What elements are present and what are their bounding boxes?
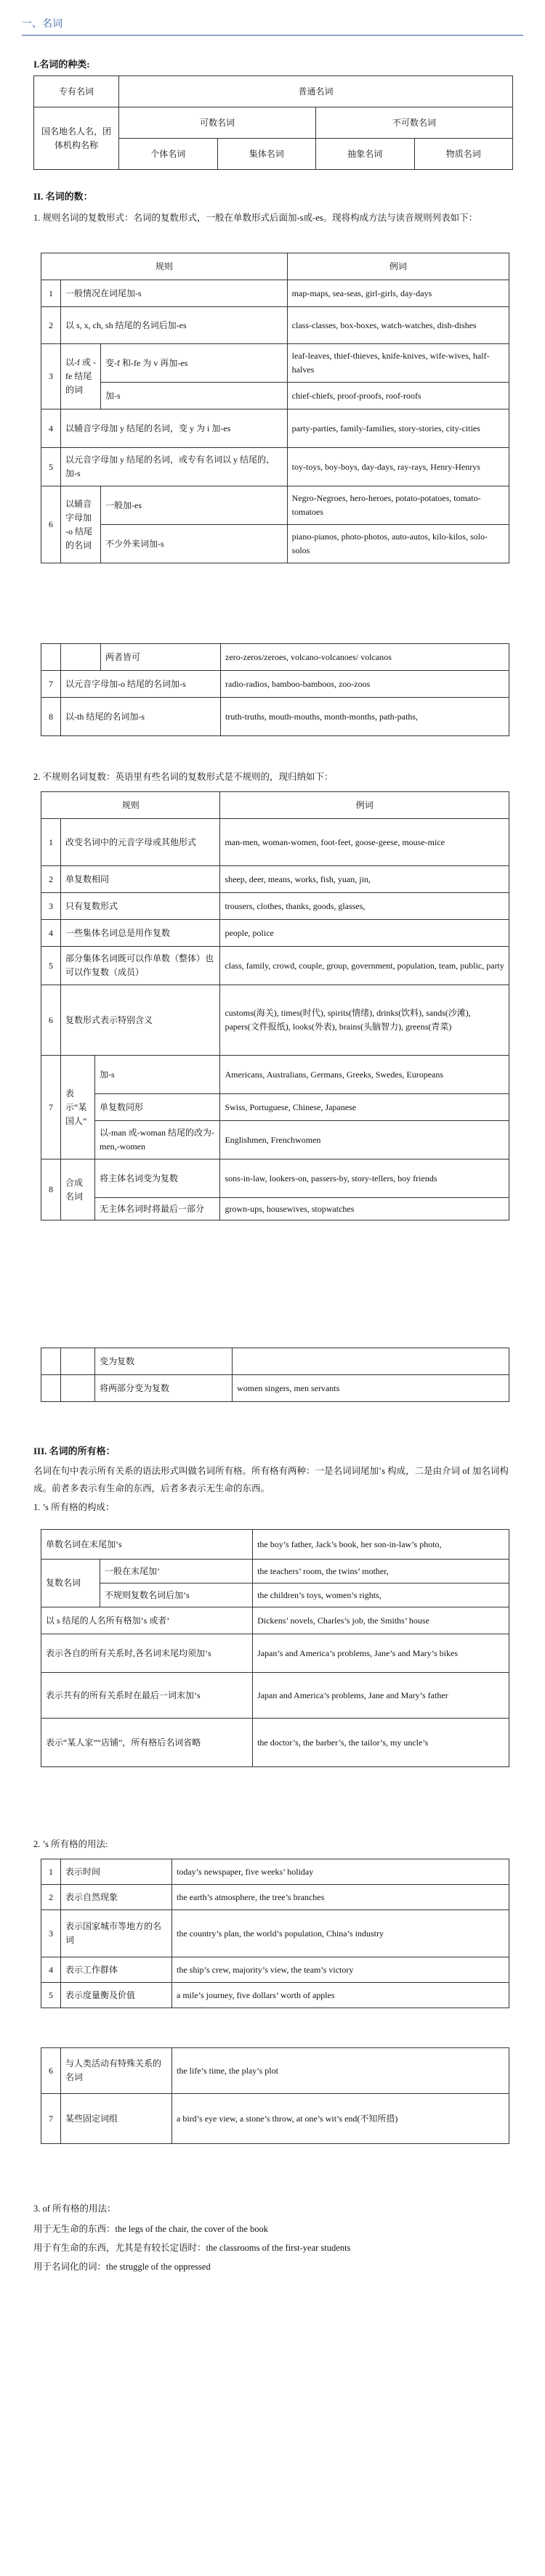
row-number: 4 (41, 409, 61, 448)
example-cell: piano-pianos, photo-photos, auto-autos, kilo-kilos, solo-solos (287, 525, 509, 563)
example-cell: grown-ups, housewives, stopwatches (220, 1198, 509, 1220)
row-number: 7 (41, 2094, 61, 2144)
rule-cell (61, 1375, 95, 1402)
possessive-usage-title: 2. ’s 所有格的用法: (33, 1839, 108, 1849)
row-number: 2 (41, 307, 61, 344)
rule-cell: 表示工作群体 (61, 1957, 172, 1983)
row-number: 4 (41, 1957, 61, 1983)
sub-rule-cell: 一般在末尾加’ (100, 1560, 253, 1583)
example-cell: chief-chiefs, proof-proofs, roof-roofs (287, 383, 509, 409)
rule-cell: 与人类活动有特殊关系的名词 (61, 2048, 172, 2094)
row-number: 4 (41, 920, 61, 947)
cell-countable: 可数名词 (119, 107, 316, 139)
col-rule: 规则 (41, 253, 288, 280)
regular-plural-table (41, 253, 509, 563)
rule-cell: 表示度量衡及价值 (61, 1983, 172, 2008)
possessive-formation-title: 1. ’s 所有格的构成： (33, 1502, 115, 1512)
rule-cell: 表示自然现象 (61, 1885, 172, 1910)
rule-cell: 表示时间 (61, 1859, 172, 1885)
row-number: 7 (41, 1056, 61, 1159)
rule-cell: 复数形式表示特别含义 (61, 985, 220, 1056)
example-cell: truth-truths, mouth-mouths, month-months, path-paths, (221, 698, 509, 736)
regular-plural-table-cont (41, 643, 509, 736)
example-cell: today’s newspaper, five weeks’ holiday (172, 1859, 509, 1885)
possessive-usage-table (41, 1859, 509, 2008)
example-cell: man-men, woman-women, foot-feet, goose-geese, mouse-mice (220, 819, 509, 866)
row-number (41, 1375, 61, 1402)
rule-cell: 表示“某国人” (61, 1056, 95, 1159)
row-number: 1 (41, 280, 61, 307)
example-cell: the teachers’ room, the twins’ mother, (253, 1560, 509, 1583)
row-number: 3 (41, 344, 61, 409)
row-number: 8 (41, 1159, 61, 1220)
example-cell: sheep, deer, means, works, fish, yuan, jin, (220, 866, 509, 893)
example-cell: customs(海关), times(时代), spirits(情绪), drinks(饮料), sands(沙滩), papers(文件报纸), looks(外表), brains(头脑智力), greens(青菜) (220, 985, 509, 1056)
example-cell: the country’s plan, the world’s population, China’s industry (172, 1910, 509, 1957)
possessive-usage-table-cont (41, 2047, 509, 2144)
example-cell: the children’s toys, women’s rights, (253, 1583, 509, 1607)
example-cell: radio-radios, bamboo-bamboos, zoo-zoos (221, 671, 509, 698)
cell-abstract: 抽象名词 (316, 139, 415, 170)
example-cell: people, police (220, 920, 509, 947)
noun-kinds-table (33, 76, 513, 170)
sub-rule-cell: 不少外来词加-s (101, 525, 288, 563)
sub-rule-cell: 以-man 或-woman 结尾的改为-men,-women (95, 1121, 220, 1159)
row-number: 5 (41, 947, 61, 985)
row-number: 3 (41, 1910, 61, 1957)
example-cell: a mile’s journey, five dollars’ worth of apples (172, 1983, 509, 2008)
example-cell: the boy’s father, Jack’s book, her son-in-law’s photo, (253, 1530, 509, 1560)
rule-cell: 单复数相同 (61, 866, 220, 893)
rule-cell: 表示共有的所有关系时在最后一词末加’s (41, 1673, 253, 1719)
rule-cell: 合成名词 (61, 1159, 95, 1220)
of-possessive-title: 3. of 所有格的用法： (33, 2204, 116, 2214)
sub-rule-cell: 加-s (101, 383, 288, 409)
rule-cell: 以 s 结尾的人名所有格加’s 或者’ (41, 1607, 253, 1634)
col-example: 例词 (220, 792, 509, 819)
cell-uncountable: 不可数名词 (316, 107, 513, 139)
col-example: 例词 (287, 253, 509, 280)
sub-rule-cell: 不规则复数名词后加’s (100, 1583, 253, 1607)
row-number: 6 (41, 985, 61, 1056)
rule-cell: 部分集体名词既可以作单数（整体）也可以作复数（成员） (61, 947, 220, 985)
of-possessive-line: 用于无生命的东西：the legs of the chair, the cover of the book (33, 2224, 269, 2234)
rule-cell: 某些固定词组 (61, 2094, 172, 2144)
row-number: 6 (41, 2048, 61, 2094)
row-number: 6 (41, 486, 61, 563)
rule-cell: 复数名词 (41, 1560, 100, 1607)
sub-rule-cell: 将两部分变为复数 (95, 1375, 233, 1402)
row-number: 1 (41, 1859, 61, 1885)
sub-rule-cell: 变-f 和-fe 为 v 再加-es (101, 344, 288, 383)
rule-cell: 改变名词中的元音字母或其他形式 (61, 819, 220, 866)
example-cell: the ship’s crew, majority’s view, the team’s victory (172, 1957, 509, 1983)
cell-proper-desc: 国名地名人名，团体机构名称 (34, 107, 119, 170)
possessive-formation-table (41, 1529, 509, 1767)
row-number (41, 1348, 61, 1375)
row-number: 7 (41, 671, 61, 698)
sub-rule-cell: 变为复数 (95, 1348, 233, 1375)
page-title: 一、名词 (22, 16, 523, 36)
example-cell: Japan and America’s problems, Jane and Mary’s father (253, 1673, 509, 1719)
example-cell: the doctor’s, the barber’s, the tailor’s, my uncle’s (253, 1719, 509, 1767)
row-number: 5 (41, 448, 61, 486)
example-cell: Japan’s and America’s problems, Jane’s and Mary’s bikes (253, 1634, 509, 1673)
example-cell: Swiss, Portuguese, Chinese, Japanese (220, 1094, 509, 1121)
example-cell: trousers, clothes, thanks, goods, glasses, (220, 893, 509, 920)
rule-cell: 以 s, x, ch, sh 结尾的名词后加-es (61, 307, 288, 344)
example-cell: leaf-leaves, thief-thieves, knife-knives, wife-wives, half-halves (287, 344, 509, 383)
rule-cell: 表示国家城市等地方的名词 (61, 1910, 172, 1957)
col-rule: 规则 (41, 792, 220, 819)
rule-cell: 以元音字母加 y 结尾的名词，或专有名词以 y 结尾的，加-s (61, 448, 288, 486)
rule-cell: 表示各自的所有关系时,各名词末尾均须加’s (41, 1634, 253, 1673)
rule-cell (61, 1348, 95, 1375)
sub-rule-cell: 两者皆可 (101, 644, 221, 671)
rule-cell: 单数名词在末尾加’s (41, 1530, 253, 1560)
example-cell (233, 1348, 509, 1375)
row-number (41, 644, 61, 671)
of-possessive-line: 用于有生命的东西，尤其是有较长定语时：the classrooms of the first-year students (33, 2243, 351, 2253)
row-number: 2 (41, 1885, 61, 1910)
rule-cell: 一些集体名词总是用作复数 (61, 920, 220, 947)
example-cell: toy-toys, boy-boys, day-days, ray-rays, Henry-Henrys (287, 448, 509, 486)
rule-cell: 以元音字母加-o 结尾的名词加-s (61, 671, 221, 698)
cell-collective: 集体名词 (217, 139, 316, 170)
row-number: 8 (41, 698, 61, 736)
cell-proper: 专有名词 (34, 76, 119, 107)
rule-cell: 一般情况在词尾加-s (61, 280, 288, 307)
section-heading-kinds: I.名词的种类: (33, 59, 90, 70)
sub-rule-cell: 无主体名词时将最后一部分 (95, 1198, 220, 1220)
sub-rule-cell: 加-s (95, 1056, 220, 1094)
irregular-plural-intro: 2. 不规则名词复数：英语里有些名词的复数形式是不规则的，现归纳如下： (33, 772, 334, 782)
example-cell: Negro-Negroes, hero-heroes, potato-potatoes, tomato-tomatoes (287, 486, 509, 525)
irregular-plural-table (41, 791, 509, 1220)
row-number: 2 (41, 866, 61, 893)
example-cell: sons-in-law, lookers-on, passers-by, story-tellers, boy friends (220, 1159, 509, 1198)
example-cell: party-parties, family-families, story-stories, city-cities (287, 409, 509, 448)
sub-rule-cell: 单复数同形 (95, 1094, 220, 1121)
sub-rule-cell: 一般加-es (101, 486, 288, 525)
rule-cell: 只有复数形式 (61, 893, 220, 920)
row-number: 3 (41, 893, 61, 920)
section-heading-possessive: III. 名词的所有格： (33, 1446, 116, 1456)
example-cell: Dickens’ novels, Charles’s job, the Smiths’ house (253, 1607, 509, 1634)
section-heading-number: II. 名词的数： (33, 191, 93, 202)
example-cell: the life’s time, the play’s plot (172, 2048, 509, 2094)
rule-cell: 表示“某人家”“店铺”，所有格后名词省略 (41, 1719, 253, 1767)
rule-cell: 以-th 结尾的名词加-s (61, 698, 221, 736)
irregular-plural-table-cont (41, 1348, 509, 1402)
of-possessive-line: 用于名词化的词：the struggle of the oppressed (33, 2262, 211, 2272)
example-cell: a bird’s eye view, a stone’s throw, at one’s wit’s end(不知所措) (172, 2094, 509, 2144)
possessive-intro: 名词在句中表示所有关系的语法形式叫做名词所有格。所有格有两种：一是名词词尾加’s 构成，二是由介词 of 加名词构成。前者多表示有生命的东西，后者多表示无生命的东西。 (33, 1466, 509, 1493)
example-cell: women singers, men servants (233, 1375, 509, 1402)
rule-cell: 以辅音字母加 -o 结尾的名词 (61, 486, 101, 563)
cell-individual: 个体名词 (119, 139, 218, 170)
sub-rule-cell: 将主体名词变为复数 (95, 1159, 220, 1198)
rule-cell (61, 644, 101, 671)
example-cell: Englishmen, Frenchwomen (220, 1121, 509, 1159)
rule-cell: 以辅音字母加 y 结尾的名词，变 y 为 i 加-es (61, 409, 288, 448)
row-number: 1 (41, 819, 61, 866)
cell-common: 普通名词 (119, 76, 513, 107)
row-number: 5 (41, 1983, 61, 2008)
example-cell: Americans, Australians, Germans, Greeks, Swedes, Europeans (220, 1056, 509, 1094)
example-cell: class, family, crowd, couple, group, government, population, team, public, party (220, 947, 509, 985)
example-cell: map-maps, sea-seas, girl-girls, day-days (287, 280, 509, 307)
example-cell: zero-zeros/zeroes, volcano-volcanoes/ volcanos (221, 644, 509, 671)
regular-plural-intro: 1. 规则名词的复数形式：名词的复数形式，一般在单数形式后面加-s或-es。现将构成方法与读音规则列表如下： (33, 213, 478, 223)
example-cell: the earth’s atmosphere, the tree’s branches (172, 1885, 509, 1910)
rule-cell: 以-f 或 -fe 结尾的词 (61, 344, 101, 409)
cell-material: 物质名词 (414, 139, 513, 170)
example-cell: class-classes, box-boxes, watch-watches, dish-dishes (287, 307, 509, 344)
